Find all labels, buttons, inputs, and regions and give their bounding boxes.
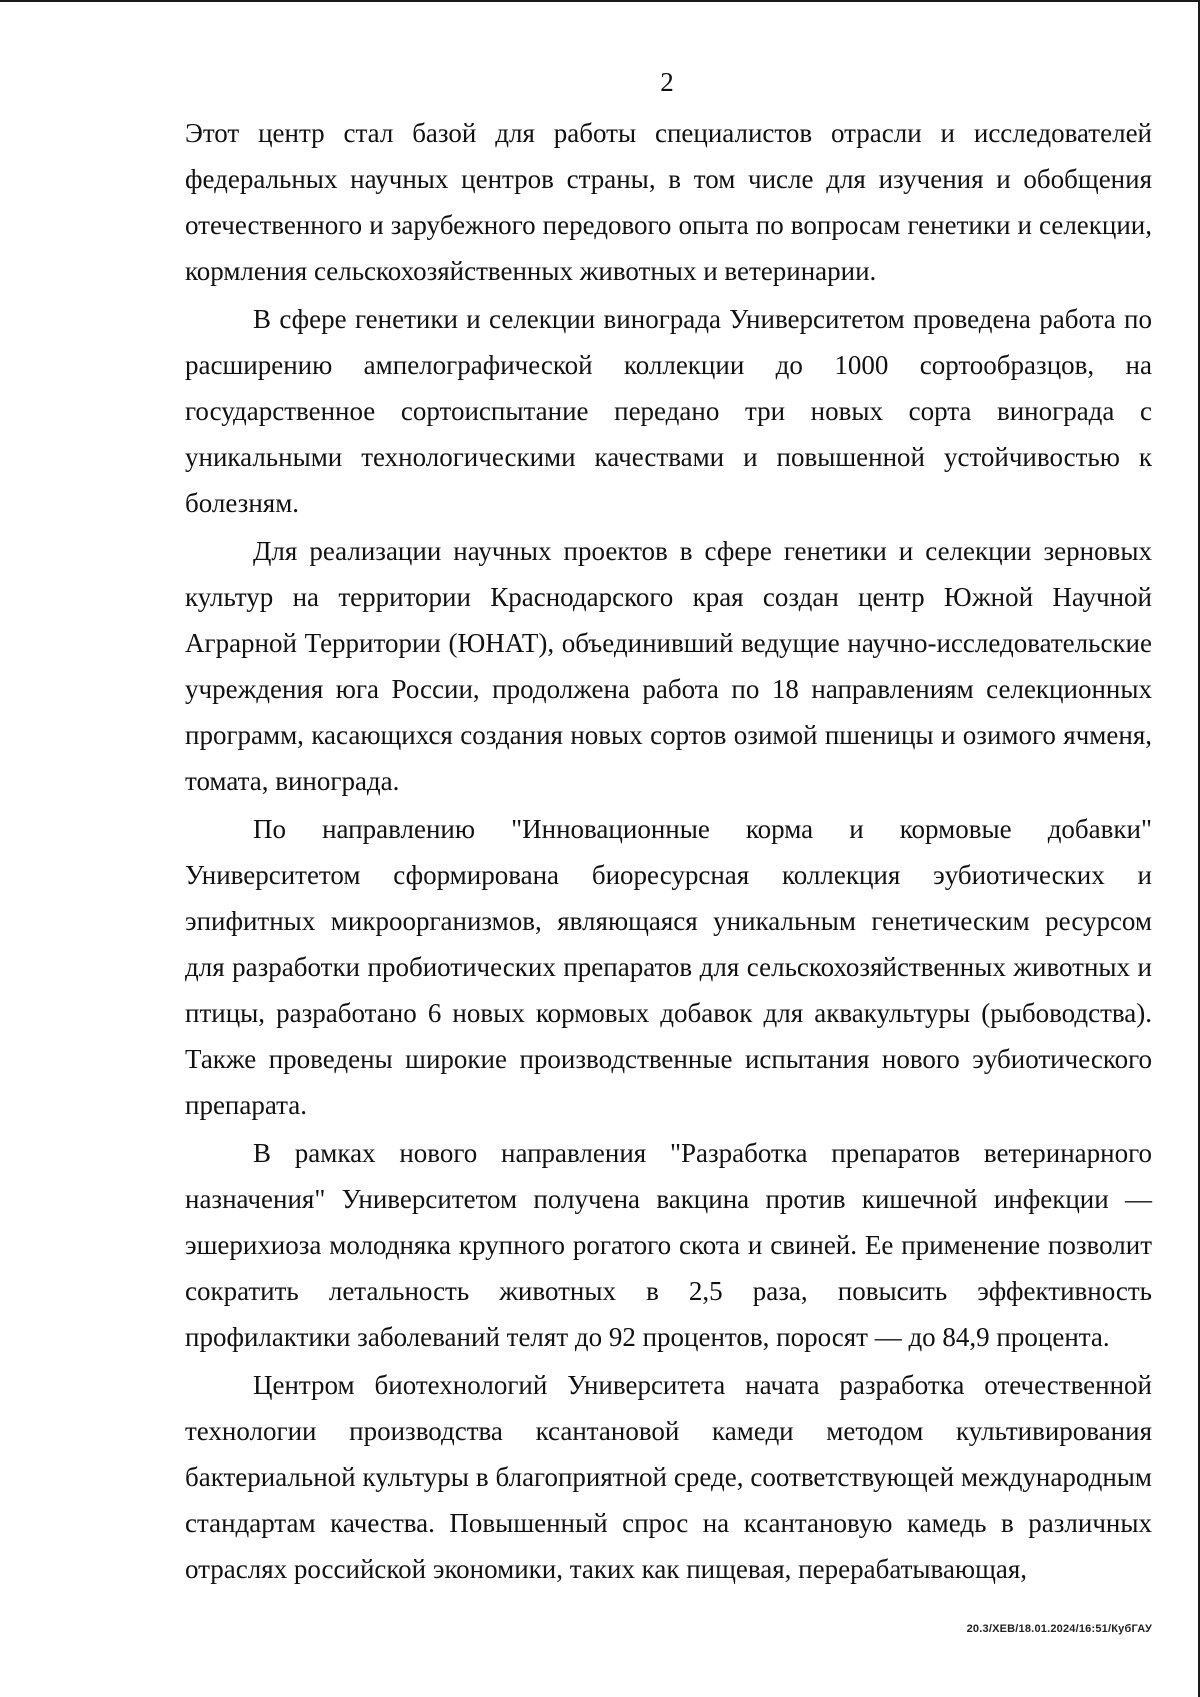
paragraph-6: Центром биотехнологий Университета начата разработка отечественной технологии производства ксантановой камеди методом культивирования бактериальной культуры в благоприятной среде, соответствующей международным стандартам качества. Повышенный спрос на ксантановую камедь в различных отраслях российской экономики, таких как пищевая, перерабатывающая, xyxy=(185,1370,1152,1584)
registration-stamp: 20.3/ХЕВ/18.01.2024/16:51/КубГАУ xyxy=(966,1623,1152,1635)
page-number: 2 xyxy=(660,67,674,97)
paragraph-3: Для реализации научных проектов в сфере генетики и селекции зерновых культур на территории Краснодарского края создан центр Южной Научной Аграрной Территории (ЮНАТ), объединивший ведущие научно-исследовательские учреждения юга России, продолжена работа по 18 направлениям селекционных программ, касающихся создания новых сортов озимой пшеницы и озимого ячменя, томата, винограда. xyxy=(185,536,1152,796)
paragraph-4: По направлению "Инновационные корма и кормовые добавки" Университетом сформирована биоресурсная коллекция эубиотических и эпифитных микроорганизмов, являющаяся уникальным генетическим ресурсом для разработки пробиотических препаратов для сельскохозяйственных животных и птицы, разработано 6 новых кормовых добавок для аквакультуры (рыбоводства). Также проведены широкие производственные испытания нового эубиотического препарата. xyxy=(185,814,1152,1120)
paragraph-5: В рамках нового направления "Разработка препаратов ветеринарного назначения" Университетом получена вакцина против кишечной инфекции — эшерихиоза молодняка крупного рогатого скота и свиней. Ее применение позволит сократить летальность животных в 2,5 раза, повысить эффективность профилактики заболеваний телят до 92 процентов, поросят — до 84,9 процента. xyxy=(185,1138,1152,1352)
paragraph-1: Этот центр стал базой для работы специалистов отрасли и исследователей федеральных научных центров страны, в том числе для изучения и обобщения отечественного и зарубежного передового опыта по вопросам генетики и селекции, кормления сельскохозяйственных животных и ветеринарии. xyxy=(185,118,1152,286)
paragraph-2: В сфере генетики и селекции винограда Университетом проведена работа по расширению ампелографической коллекции до 1000 сортообразцов, на государственное сортоиспытание передано три новых сорта винограда с уникальными технологическими качествами и повышенной устойчивостью к болезням. xyxy=(185,304,1152,518)
document-body xyxy=(185,110,1152,1594)
scan-top-border xyxy=(0,0,1200,2)
